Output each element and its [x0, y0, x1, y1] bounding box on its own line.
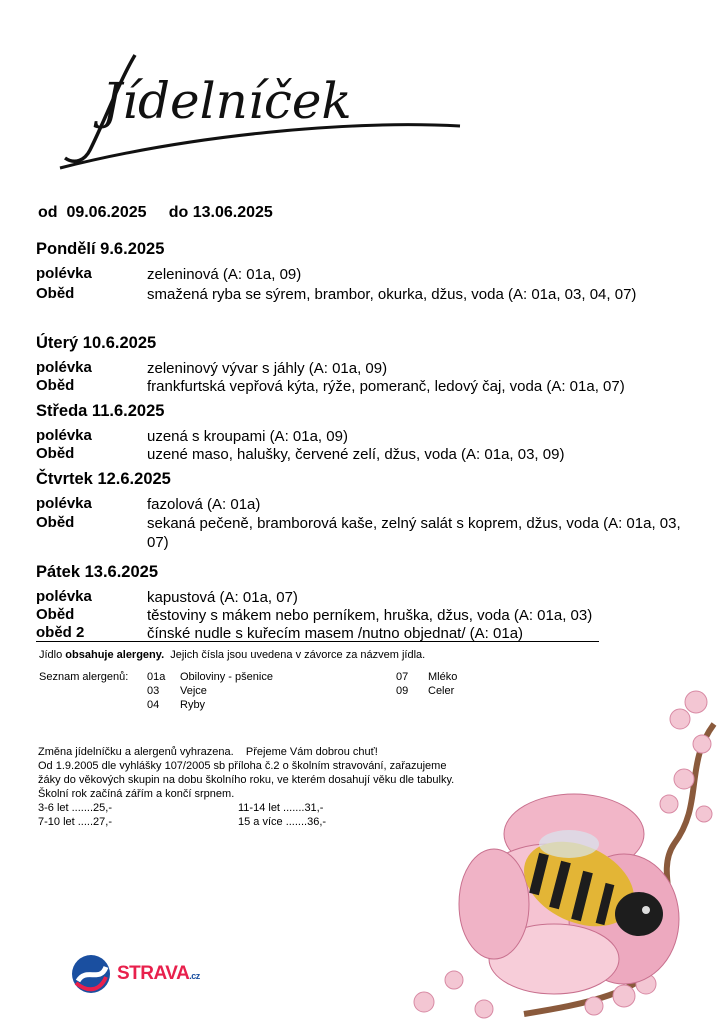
meal-label: Oběd — [36, 606, 75, 623]
day-heading-tuesday: Úterý 10.6.2025 — [36, 334, 157, 352]
title-text: Jídelníček — [102, 72, 352, 130]
menu-period — [38, 204, 273, 222]
meal-text: smažená ryba se sýrem, brambor, okurka, džus, voda (A: 01a, 03, 04, 07) — [147, 286, 637, 303]
meal-text: těstoviny s mákem nebo perníkem, hruška, džus, voda (A: 01a, 03) — [147, 607, 593, 624]
day-heading-friday: Pátek 13.6.2025 — [36, 563, 159, 581]
price-row: 11-14 let .......31,- — [238, 802, 324, 814]
allergen-note-text: Jídlo — [39, 649, 66, 661]
strava-logo-icon — [70, 953, 112, 995]
allergen-code: 03 — [147, 685, 160, 697]
day-heading-thursday: Čtvrtek 12.6.2025 — [36, 470, 171, 488]
period-to-label: do — [168, 204, 189, 221]
meal-label: polévka — [36, 495, 92, 512]
meal-text: kapustová (A: 01a, 07) — [147, 589, 298, 606]
allergen-note — [39, 648, 425, 662]
allergen-note-bold: obsahuje alergeny. — [65, 649, 165, 661]
price-row: 15 a více .......36,- — [238, 816, 327, 828]
meal-label: polévka — [36, 265, 92, 282]
logo-suffix: .cz — [189, 971, 200, 981]
period-to: 13.06.2025 — [192, 204, 273, 221]
meal-text: uzené maso, halušky, červené zelí, džus, voda (A: 01a, 03, 09) — [147, 446, 565, 463]
meal-label: Oběd — [36, 285, 75, 302]
day-heading-monday: Pondělí 9.6.2025 — [36, 240, 165, 258]
allergen-name: Mléko — [428, 671, 458, 683]
logo-name: STRAVA — [117, 963, 190, 984]
allergen-code: 01a — [147, 671, 166, 683]
price-row: 3-6 let .......25,- — [38, 802, 112, 814]
meal-text: uzená s kroupami (A: 01a, 09) — [147, 428, 348, 445]
footer-line: žáky do věkových skupin na dobu školního roku, ve kterém dosahují věku dle tabulky. — [38, 774, 455, 786]
footer-line: Od 1.9.2005 dle vyhlášky 107/2005 sb příloha č.2 o školním stravování, zařazujeme — [38, 760, 447, 772]
title-underline-swash — [60, 125, 460, 168]
footer-line: Změna jídelníčku a alergenů vyhrazena. Přejeme Vám dobrou chuť! — [38, 746, 378, 758]
footer-line: Školní rok začíná zářím a končí srpnem. — [38, 788, 235, 800]
meal-text: zeleninový vývar s jáhly (A: 01a, 09) — [147, 360, 388, 377]
price-row: 7-10 let .....27,- — [38, 816, 112, 828]
strava-logo-text — [117, 963, 200, 985]
allergen-name: Obiloviny - pšenice — [180, 671, 273, 683]
period-from: 09.06.2025 — [66, 204, 147, 221]
meal-label: Oběd — [36, 377, 75, 394]
bee-flower-illustration — [384, 684, 724, 1024]
allergen-name: Vejce — [180, 685, 207, 697]
meal-label: Oběd — [36, 445, 75, 462]
allergen-code: 04 — [147, 699, 160, 711]
allergen-name: Ryby — [180, 699, 206, 711]
meal-label: oběd 2 — [36, 624, 85, 641]
day-heading-wednesday: Středa 11.6.2025 — [36, 402, 165, 420]
meal-text: fazolová (A: 01a) — [147, 496, 261, 513]
allergen-note-text: Jejich čísla jsou uvedena v závorce za názvem jídla. — [164, 649, 426, 661]
meal-label: polévka — [36, 427, 92, 444]
meal-text: čínské nudle s kuřecím masem /nutno objednat/ (A: 01a) — [147, 625, 524, 642]
meal-text: frankfurtská vepřová kýta, rýže, pomeranč, ledový čaj, voda (A: 01a, 07) — [147, 378, 625, 395]
allergen-list-label: Seznam alergenů: — [39, 671, 129, 683]
allergen-code: 07 — [396, 671, 409, 683]
menu-title — [50, 40, 470, 180]
meal-text: zeleninová (A: 01a, 09) — [147, 266, 302, 283]
allergen-code: 09 — [396, 685, 409, 697]
menu-divider — [36, 641, 599, 642]
meal-text: sekaná pečeně, bramborová kaše, zelný salát s koprem, džus, voda (A: 01a, 03, 07) — [147, 515, 681, 551]
meal-label: polévka — [36, 359, 92, 376]
meal-label: Oběd — [36, 514, 75, 531]
period-from-label: od — [38, 204, 58, 221]
allergen-name: Celer — [428, 685, 455, 697]
meal-label: polévka — [36, 588, 92, 605]
